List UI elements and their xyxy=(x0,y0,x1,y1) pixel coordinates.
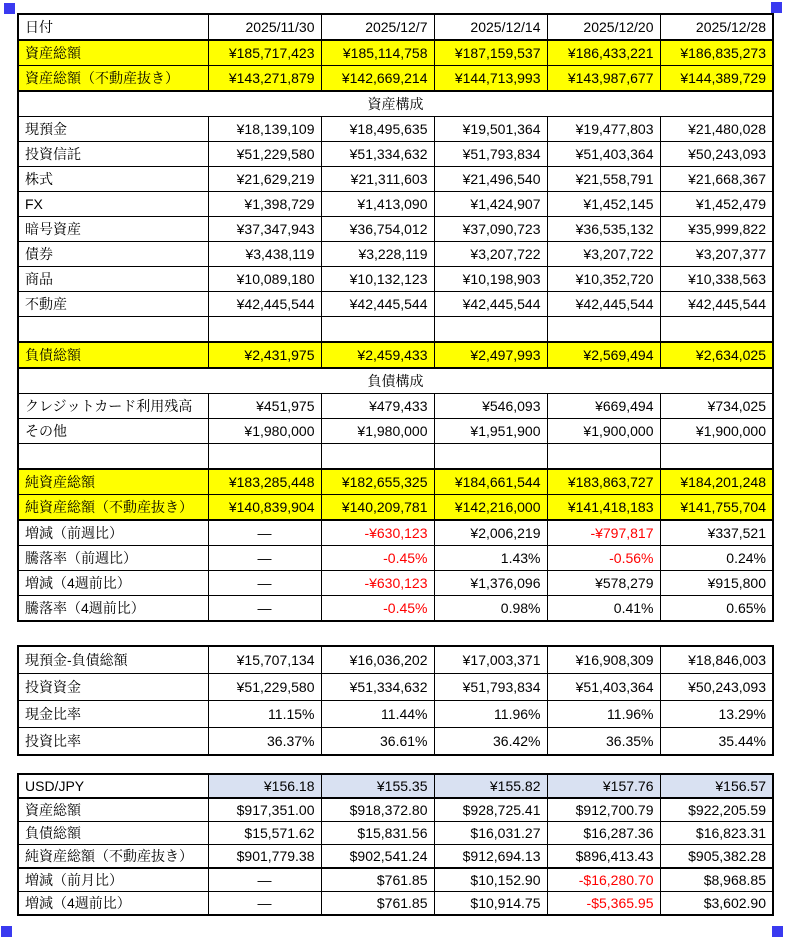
value-cell[interactable]: ¥157.76 xyxy=(547,774,660,798)
value-cell[interactable]: 0.24% xyxy=(660,546,773,571)
value-cell[interactable]: $3,602.90 xyxy=(660,892,773,916)
value-cell[interactable]: ¥36,535,132 xyxy=(547,217,660,242)
value-cell[interactable]: ¥1,452,145 xyxy=(547,192,660,217)
value-cell[interactable]: ¥1,398,729 xyxy=(208,192,321,217)
value-cell[interactable]: — xyxy=(208,520,321,546)
empty-cell[interactable] xyxy=(208,444,321,470)
value-cell[interactable]: $896,413.43 xyxy=(547,845,660,869)
value-cell[interactable]: -¥630,123 xyxy=(321,520,434,546)
value-cell[interactable]: ¥155.82 xyxy=(434,774,547,798)
value-cell[interactable]: ¥156.57 xyxy=(660,774,773,798)
empty-cell[interactable] xyxy=(434,444,547,470)
section-title-cell[interactable]: 負債構成 xyxy=(18,368,773,394)
value-cell[interactable]: ¥10,132,123 xyxy=(321,267,434,292)
value-cell[interactable]: $10,914.75 xyxy=(434,892,547,916)
table-row xyxy=(18,117,773,142)
value-cell[interactable]: $912,694.13 xyxy=(434,845,547,869)
table-row xyxy=(18,267,773,292)
value-cell[interactable]: ¥143,987,677 xyxy=(547,66,660,92)
value-cell[interactable]: ¥915,800 xyxy=(660,571,773,596)
row-label[interactable]: 商品 xyxy=(18,267,208,292)
value-cell[interactable]: — xyxy=(208,868,321,892)
date-cell[interactable]: 2025/12/20 xyxy=(547,14,660,40)
row-label[interactable]: 投資資金 xyxy=(18,674,208,701)
value-cell[interactable]: ¥144,389,729 xyxy=(660,66,773,92)
empty-cell[interactable] xyxy=(547,444,660,470)
value-cell[interactable]: 36.42% xyxy=(434,728,547,756)
value-cell[interactable]: $15,571.62 xyxy=(208,822,321,845)
table-row xyxy=(18,40,773,66)
value-cell[interactable]: ¥3,207,722 xyxy=(547,242,660,267)
row-label[interactable]: 純資産総額 xyxy=(18,469,208,495)
value-cell[interactable]: ¥3,228,119 xyxy=(321,242,434,267)
date-cell[interactable]: 2025/12/7 xyxy=(321,14,434,40)
value-cell[interactable]: ¥10,338,563 xyxy=(660,267,773,292)
row-label[interactable]: 負債総額 xyxy=(18,342,208,368)
value-cell[interactable]: $16,287.36 xyxy=(547,822,660,845)
value-cell[interactable]: $901,779.38 xyxy=(208,845,321,869)
value-cell[interactable]: — xyxy=(208,892,321,916)
value-cell[interactable]: ¥143,271,879 xyxy=(208,66,321,92)
value-cell[interactable]: ¥3,207,377 xyxy=(660,242,773,267)
row-label[interactable]: 投資信託 xyxy=(18,142,208,167)
value-cell[interactable]: 0.65% xyxy=(660,596,773,622)
empty-cell[interactable] xyxy=(660,317,773,343)
value-cell[interactable]: ¥140,209,781 xyxy=(321,495,434,521)
table-row xyxy=(18,868,773,892)
value-cell[interactable]: ¥669,494 xyxy=(547,394,660,419)
date-cell[interactable]: 2025/12/28 xyxy=(660,14,773,40)
value-cell[interactable]: $912,700.79 xyxy=(547,798,660,822)
value-cell[interactable]: ¥142,669,214 xyxy=(321,66,434,92)
value-cell[interactable]: ¥144,713,993 xyxy=(434,66,547,92)
date-cell[interactable]: 2025/12/14 xyxy=(434,14,547,40)
value-cell[interactable]: ¥36,754,012 xyxy=(321,217,434,242)
value-cell[interactable]: ¥142,216,000 xyxy=(434,495,547,521)
value-cell[interactable]: ¥451,975 xyxy=(208,394,321,419)
empty-cell[interactable] xyxy=(18,444,208,470)
value-cell[interactable]: $10,152.90 xyxy=(434,868,547,892)
value-cell[interactable]: ¥21,480,028 xyxy=(660,117,773,142)
value-cell[interactable]: 36.61% xyxy=(321,728,434,756)
value-cell[interactable]: ¥16,908,309 xyxy=(547,646,660,674)
row-label[interactable]: FX xyxy=(18,192,208,217)
table-row xyxy=(18,242,773,267)
value-cell[interactable]: $8,968.85 xyxy=(660,868,773,892)
value-cell[interactable]: ¥141,418,183 xyxy=(547,495,660,521)
row-label[interactable]: 騰落率（前週比） xyxy=(18,546,208,571)
value-cell[interactable]: ¥51,229,580 xyxy=(208,142,321,167)
value-cell[interactable]: ¥2,569,494 xyxy=(547,342,660,368)
value-cell[interactable]: ¥184,201,248 xyxy=(660,469,773,495)
section-title-cell[interactable]: 資産構成 xyxy=(18,91,773,117)
value-cell[interactable]: -$16,280.70 xyxy=(547,868,660,892)
value-cell[interactable]: ¥42,445,544 xyxy=(321,292,434,317)
row-label[interactable]: 負債総額 xyxy=(18,822,208,845)
value-cell[interactable]: ¥186,835,273 xyxy=(660,40,773,66)
table-row xyxy=(18,728,773,756)
table-row xyxy=(18,419,773,444)
table-row xyxy=(18,292,773,317)
empty-cell[interactable] xyxy=(547,317,660,343)
row-label[interactable]: その他 xyxy=(18,419,208,444)
row-label[interactable]: 現金比率 xyxy=(18,701,208,728)
value-cell[interactable]: -¥630,123 xyxy=(321,571,434,596)
value-cell[interactable]: ¥183,863,727 xyxy=(547,469,660,495)
value-cell[interactable]: ¥37,090,723 xyxy=(434,217,547,242)
table-row xyxy=(18,495,773,521)
value-cell[interactable]: ¥183,285,448 xyxy=(208,469,321,495)
value-cell[interactable]: ¥1,452,479 xyxy=(660,192,773,217)
table-row xyxy=(18,845,773,869)
table-row xyxy=(18,571,773,596)
table-row xyxy=(18,646,773,674)
row-label[interactable]: 暗号資産 xyxy=(18,217,208,242)
value-cell[interactable]: ¥18,495,635 xyxy=(321,117,434,142)
value-cell[interactable]: 0.41% xyxy=(547,596,660,622)
table-row xyxy=(18,892,773,916)
row-label[interactable]: 資産総額（不動産抜き） xyxy=(18,66,208,92)
value-cell[interactable]: -0.56% xyxy=(547,546,660,571)
table-row xyxy=(18,317,773,343)
value-cell[interactable]: ¥21,629,219 xyxy=(208,167,321,192)
empty-cell[interactable] xyxy=(208,317,321,343)
value-cell[interactable]: ¥2,634,025 xyxy=(660,342,773,368)
table-row xyxy=(18,546,773,571)
empty-cell[interactable] xyxy=(321,444,434,470)
row-label[interactable]: 増減（4週前比） xyxy=(18,892,208,916)
value-cell[interactable]: ¥2,459,433 xyxy=(321,342,434,368)
table-row xyxy=(18,142,773,167)
empty-cell[interactable] xyxy=(321,317,434,343)
value-cell[interactable]: $15,831.56 xyxy=(321,822,434,845)
value-cell[interactable]: ¥1,980,000 xyxy=(208,419,321,444)
value-cell[interactable]: 1.43% xyxy=(434,546,547,571)
value-cell[interactable]: ¥35,999,822 xyxy=(660,217,773,242)
value-cell[interactable]: 11.15% xyxy=(208,701,321,728)
table-row xyxy=(18,822,773,845)
value-cell[interactable]: $922,205.59 xyxy=(660,798,773,822)
value-cell[interactable]: -$5,365.95 xyxy=(547,892,660,916)
date-header-label[interactable]: 日付 xyxy=(18,14,208,40)
table-row xyxy=(18,444,773,470)
value-cell[interactable]: $761.85 xyxy=(321,892,434,916)
empty-cell[interactable] xyxy=(18,317,208,343)
table-row xyxy=(18,774,773,798)
value-cell[interactable]: ¥21,668,367 xyxy=(660,167,773,192)
empty-cell[interactable] xyxy=(434,317,547,343)
value-cell[interactable]: $761.85 xyxy=(321,868,434,892)
corner-handle-bottom-right[interactable] xyxy=(772,926,783,937)
row-label[interactable]: 株式 xyxy=(18,167,208,192)
value-cell[interactable]: $902,541.24 xyxy=(321,845,434,869)
row-label[interactable]: 純資産総額（不動産抜き） xyxy=(18,845,208,869)
value-cell[interactable]: ¥1,424,907 xyxy=(434,192,547,217)
value-cell[interactable]: 11.44% xyxy=(321,701,434,728)
value-cell[interactable]: ¥10,089,180 xyxy=(208,267,321,292)
value-cell[interactable]: ¥1,980,000 xyxy=(321,419,434,444)
row-label[interactable]: 投資比率 xyxy=(18,728,208,756)
value-cell[interactable]: ¥51,793,834 xyxy=(434,674,547,701)
value-cell[interactable]: $918,372.80 xyxy=(321,798,434,822)
value-cell[interactable]: ¥337,521 xyxy=(660,520,773,546)
value-cell[interactable]: ¥18,846,003 xyxy=(660,646,773,674)
value-cell[interactable]: -0.45% xyxy=(321,596,434,622)
value-cell[interactable]: ¥10,198,903 xyxy=(434,267,547,292)
value-cell[interactable]: ¥51,229,580 xyxy=(208,674,321,701)
value-cell[interactable]: — xyxy=(208,596,321,622)
table-row xyxy=(18,14,773,40)
row-label[interactable]: USD/JPY xyxy=(18,774,208,798)
row-label[interactable]: 純資産総額（不動産抜き） xyxy=(18,495,208,521)
row-label[interactable]: 資産総額 xyxy=(18,40,208,66)
row-label[interactable]: 増減（4週前比） xyxy=(18,571,208,596)
table-row xyxy=(18,469,773,495)
row-label[interactable]: 資産総額 xyxy=(18,798,208,822)
value-cell[interactable]: $928,725.41 xyxy=(434,798,547,822)
value-cell[interactable]: ¥185,717,423 xyxy=(208,40,321,66)
value-cell[interactable]: ¥1,900,000 xyxy=(547,419,660,444)
value-cell[interactable]: ¥2,497,993 xyxy=(434,342,547,368)
value-cell[interactable]: ¥1,900,000 xyxy=(660,419,773,444)
value-cell[interactable]: ¥51,334,632 xyxy=(321,674,434,701)
value-cell[interactable]: ¥21,496,540 xyxy=(434,167,547,192)
value-cell[interactable]: -¥797,817 xyxy=(547,520,660,546)
value-cell[interactable]: ¥17,003,371 xyxy=(434,646,547,674)
empty-cell[interactable] xyxy=(660,444,773,470)
corner-handle-top-left[interactable] xyxy=(4,3,15,14)
value-cell[interactable]: $917,351.00 xyxy=(208,798,321,822)
value-cell[interactable]: ¥21,558,791 xyxy=(547,167,660,192)
value-cell[interactable]: ¥19,501,364 xyxy=(434,117,547,142)
value-cell[interactable]: ¥182,655,325 xyxy=(321,469,434,495)
value-cell[interactable]: $905,382.28 xyxy=(660,845,773,869)
value-cell[interactable]: ¥155.35 xyxy=(321,774,434,798)
value-cell[interactable]: ¥37,347,943 xyxy=(208,217,321,242)
row-label[interactable]: 増減（前月比） xyxy=(18,868,208,892)
usd-converted-table xyxy=(17,773,774,916)
value-cell[interactable]: ¥16,036,202 xyxy=(321,646,434,674)
value-cell[interactable]: — xyxy=(208,571,321,596)
table-row xyxy=(18,798,773,822)
value-cell[interactable]: 11.96% xyxy=(434,701,547,728)
table-row xyxy=(18,596,773,622)
table-row xyxy=(18,91,773,117)
value-cell[interactable]: ¥51,403,364 xyxy=(547,674,660,701)
value-cell[interactable]: ¥42,445,544 xyxy=(208,292,321,317)
table-row xyxy=(18,701,773,728)
row-label[interactable]: 増減（前週比） xyxy=(18,520,208,546)
value-cell[interactable]: ¥184,661,544 xyxy=(434,469,547,495)
value-cell[interactable]: ¥1,376,096 xyxy=(434,571,547,596)
value-cell[interactable]: 0.98% xyxy=(434,596,547,622)
value-cell[interactable]: ¥2,431,975 xyxy=(208,342,321,368)
value-cell[interactable]: 36.37% xyxy=(208,728,321,756)
value-cell[interactable]: ¥1,413,090 xyxy=(321,192,434,217)
value-cell[interactable]: ¥50,243,093 xyxy=(660,674,773,701)
row-label[interactable]: クレジットカード利用残高 xyxy=(18,394,208,419)
value-cell[interactable]: ¥50,243,093 xyxy=(660,142,773,167)
value-cell[interactable]: ¥42,445,544 xyxy=(434,292,547,317)
value-cell[interactable]: ¥1,951,900 xyxy=(434,419,547,444)
value-cell[interactable]: 11.96% xyxy=(547,701,660,728)
value-cell[interactable]: ¥10,352,720 xyxy=(547,267,660,292)
row-label[interactable]: 現預金 xyxy=(18,117,208,142)
value-cell[interactable]: ¥21,311,603 xyxy=(321,167,434,192)
cash-investment-table xyxy=(17,645,774,756)
value-cell[interactable]: — xyxy=(208,546,321,571)
value-cell[interactable]: ¥3,438,119 xyxy=(208,242,321,267)
value-cell[interactable]: ¥141,755,704 xyxy=(660,495,773,521)
value-cell[interactable]: ¥546,093 xyxy=(434,394,547,419)
value-cell[interactable]: ¥51,793,834 xyxy=(434,142,547,167)
row-label[interactable]: 騰落率（4週前比） xyxy=(18,596,208,622)
table-row xyxy=(18,167,773,192)
value-cell[interactable]: ¥185,114,758 xyxy=(321,40,434,66)
value-cell[interactable]: ¥187,159,537 xyxy=(434,40,547,66)
value-cell[interactable]: ¥156.18 xyxy=(208,774,321,798)
value-cell[interactable]: ¥734,025 xyxy=(660,394,773,419)
assets-weekly-table xyxy=(17,13,774,622)
value-cell[interactable]: ¥15,707,134 xyxy=(208,646,321,674)
value-cell[interactable]: ¥51,403,364 xyxy=(547,142,660,167)
value-cell[interactable]: 36.35% xyxy=(547,728,660,756)
value-cell[interactable]: ¥42,445,544 xyxy=(660,292,773,317)
value-cell[interactable]: ¥51,334,632 xyxy=(321,142,434,167)
value-cell[interactable]: ¥186,433,221 xyxy=(547,40,660,66)
corner-handle-top-right[interactable] xyxy=(771,2,782,13)
table-row xyxy=(18,342,773,368)
table-row xyxy=(18,66,773,92)
value-cell[interactable]: ¥140,839,904 xyxy=(208,495,321,521)
value-cell[interactable]: 35.44% xyxy=(660,728,773,756)
value-cell[interactable]: ¥578,279 xyxy=(547,571,660,596)
value-cell[interactable]: ¥42,445,544 xyxy=(547,292,660,317)
date-cell[interactable]: 2025/11/30 xyxy=(208,14,321,40)
value-cell[interactable]: ¥479,433 xyxy=(321,394,434,419)
row-label[interactable]: 債券 xyxy=(18,242,208,267)
row-label[interactable]: 現預金-負債総額 xyxy=(18,646,208,674)
table-row xyxy=(18,192,773,217)
value-cell[interactable]: $16,823.31 xyxy=(660,822,773,845)
value-cell[interactable]: ¥3,207,722 xyxy=(434,242,547,267)
value-cell[interactable]: ¥2,006,219 xyxy=(434,520,547,546)
table-row xyxy=(18,368,773,394)
value-cell[interactable]: ¥18,139,109 xyxy=(208,117,321,142)
table-row xyxy=(18,217,773,242)
row-label[interactable]: 不動産 xyxy=(18,292,208,317)
corner-handle-bottom-left[interactable] xyxy=(1,926,12,937)
value-cell[interactable]: $16,031.27 xyxy=(434,822,547,845)
table-row xyxy=(18,520,773,546)
table-row xyxy=(18,674,773,701)
value-cell[interactable]: ¥19,477,803 xyxy=(547,117,660,142)
value-cell[interactable]: -0.45% xyxy=(321,546,434,571)
value-cell[interactable]: 13.29% xyxy=(660,701,773,728)
table-row xyxy=(18,394,773,419)
